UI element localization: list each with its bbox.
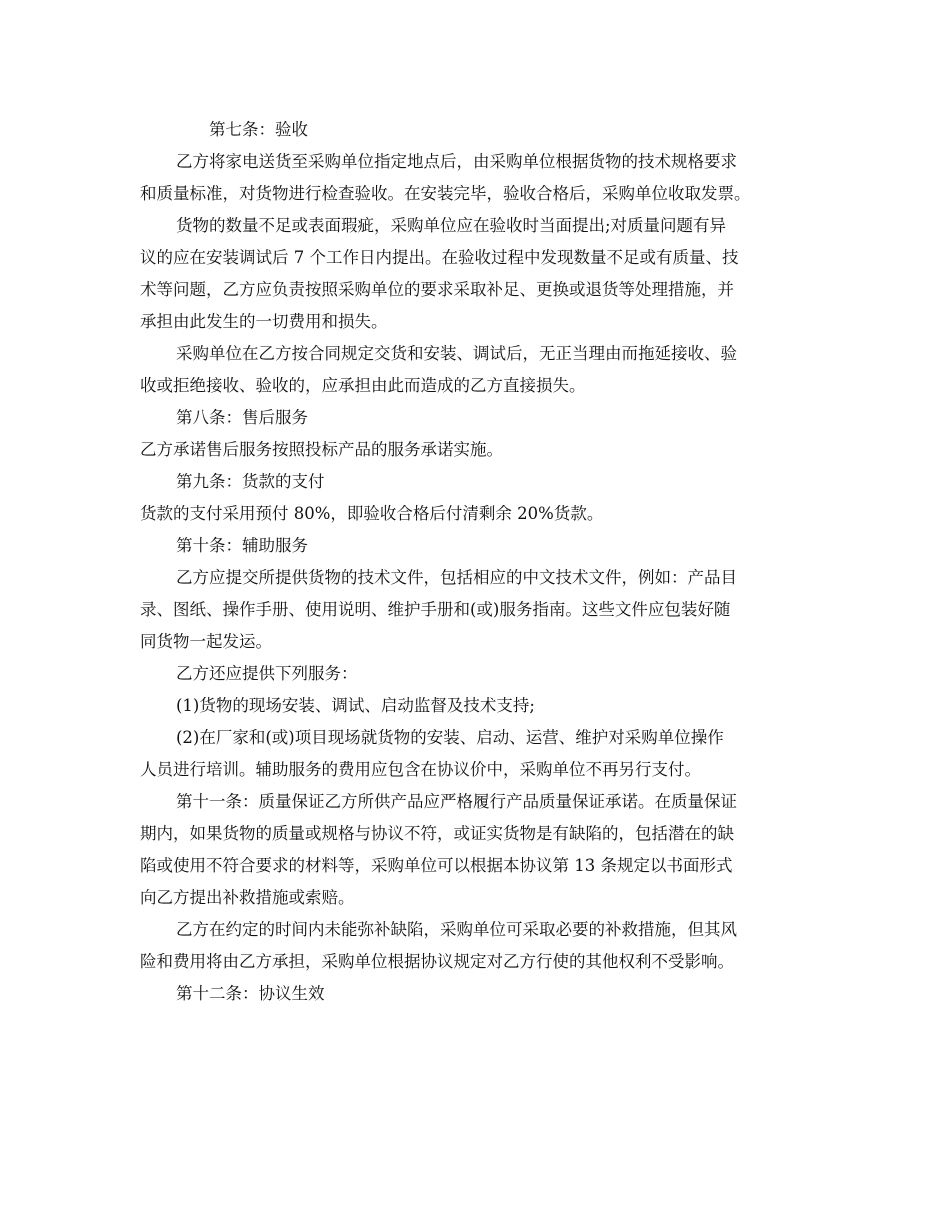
paragraph xyxy=(140,210,820,338)
text-line: 第八条：售后服务 xyxy=(176,408,308,427)
text-line: 收或拒绝接收、验收的，应承担由此而造成的乙方直接损失。 xyxy=(140,376,586,395)
text-line: 陷或使用不符合要求的材料等，采购单位可以根据本协议第 13 条规定以书面形式 xyxy=(140,856,733,875)
heading-article-8 xyxy=(140,402,820,434)
paragraph xyxy=(140,338,820,402)
text-line: 期内，如果货物的质量或规格与协议不符，或证实货物是有缺陷的，包括潜在的缺 xyxy=(140,824,734,843)
text-line: 人员进行培训。辅助服务的费用应包含在协议价中，采购单位不再另行支付。 xyxy=(140,760,701,779)
heading-article-7 xyxy=(140,114,820,146)
text-line: 和质量标准，对货物进行检查验收。在安装完毕，验收合格后，采购单位收取发票。 xyxy=(140,184,751,203)
heading-article-12 xyxy=(140,978,820,1010)
text-line: 第十一条：质量保证乙方所供产品应严格履行产品质量保证承诺。在质量保证 xyxy=(176,792,737,811)
text-line: 向乙方提出补救措施或索赔。 xyxy=(140,888,355,907)
text-line: 乙方在约定的时间内未能弥补缺陷，采购单位可采取必要的补救措施，但其风 xyxy=(176,920,737,939)
paragraph xyxy=(140,434,820,466)
paragraph xyxy=(140,658,820,690)
text-line: 乙方将家电送货至采购单位指定地点后，由采购单位根据货物的技术规格要求 xyxy=(176,152,737,171)
paragraph xyxy=(140,786,820,914)
list-item xyxy=(140,722,820,786)
list-item xyxy=(140,690,820,722)
paragraph xyxy=(140,562,820,658)
paragraph xyxy=(140,498,820,530)
text-line: 乙方承诺售后服务按照投标产品的服务承诺实施。 xyxy=(140,440,503,459)
text-line: 录、图纸、操作手册、使用说明、维护手册和(或)服务指南。这些文件应包装好随 xyxy=(140,600,731,619)
text-line: 第七条：验收 xyxy=(209,120,308,139)
document-body xyxy=(140,114,820,1010)
paragraph xyxy=(140,146,820,210)
text-line: 货物的数量不足或表面瑕疵，采购单位应在验收时当面提出;对质量问题有异 xyxy=(176,216,727,235)
text-line: 乙方应提交所提供货物的技术文件，包括相应的中文技术文件，例如：产品目 xyxy=(176,568,737,587)
text-line: 采购单位在乙方按合同规定交货和安装、调试后，无正当理由而拖延接收、验 xyxy=(176,344,737,363)
text-line: 第十二条：协议生效 xyxy=(176,984,325,1003)
text-line: 承担由此发生的一切费用和损失。 xyxy=(140,312,388,331)
text-line: 险和费用将由乙方承担，采购单位根据协议规定对乙方行使的其他权利不受影响。 xyxy=(140,952,734,971)
paragraph xyxy=(140,914,820,978)
text-line: 货款的支付采用预付 80%，即验收合格后付清剩余 20%货款。 xyxy=(140,504,604,523)
text-line: 第十条：辅助服务 xyxy=(176,536,308,555)
text-line: 第九条：货款的支付 xyxy=(176,472,325,491)
text-line: 同货物一起发运。 xyxy=(140,632,272,651)
text-line: 术等问题，乙方应负责按照采购单位的要求采取补足、更换或退货等处理措施，并 xyxy=(140,280,734,299)
heading-article-10 xyxy=(140,530,820,562)
text-line: (1)货物的现场安装、调试、启动监督及技术支持; xyxy=(176,696,535,715)
text-line: 乙方还应提供下列服务： xyxy=(176,664,358,683)
heading-article-9 xyxy=(140,466,820,498)
text-line: (2)在厂家和(或)项目现场就货物的安装、启动、运营、维护对采购单位操作 xyxy=(176,728,724,747)
text-line: 议的应在安装调试后 7 个工作日内提出。在验收过程中发现数量不足或有质量、技 xyxy=(140,248,739,267)
